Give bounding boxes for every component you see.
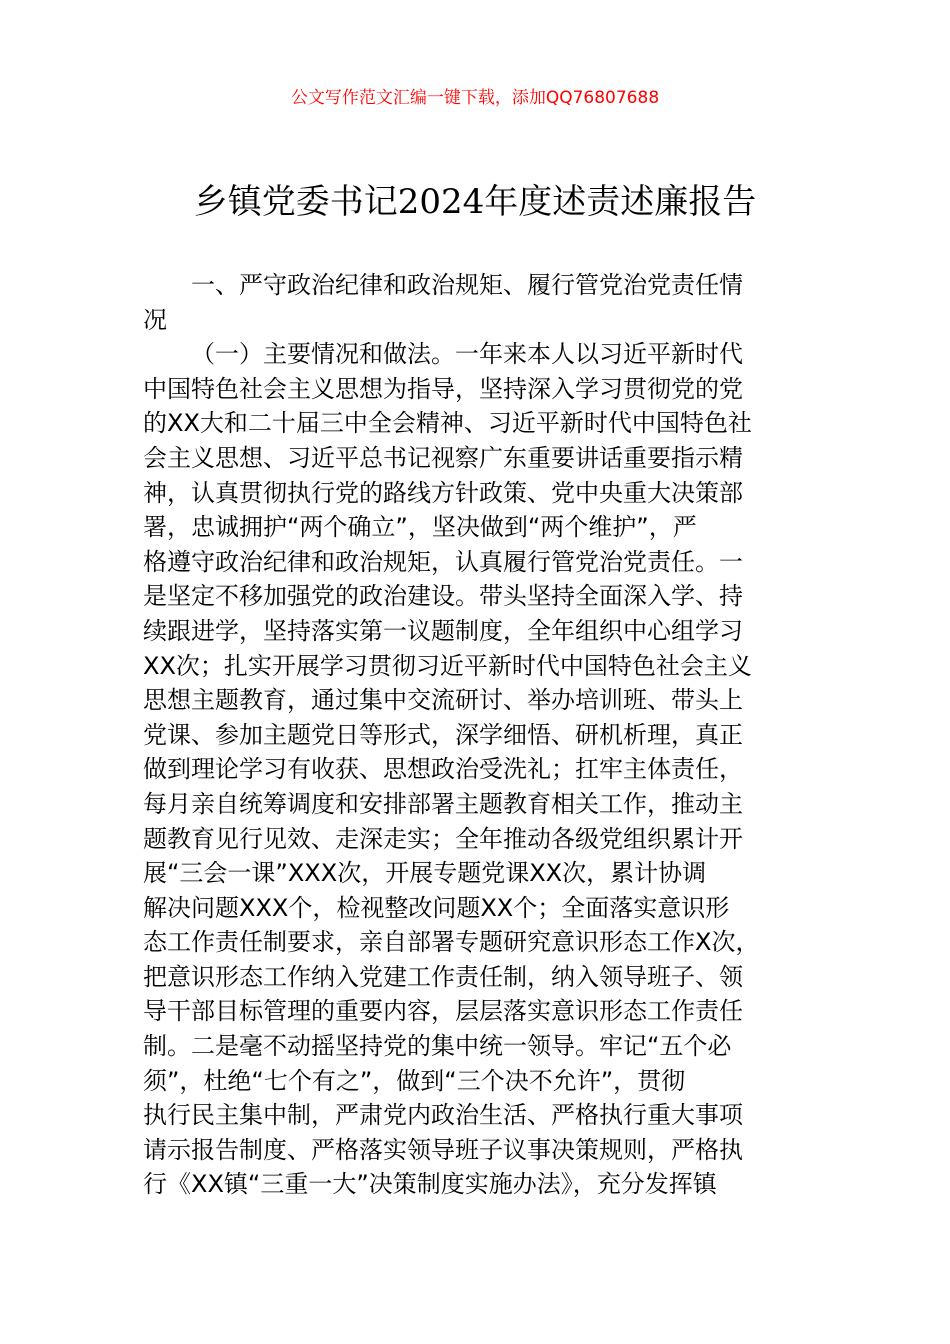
- paragraph-line: （一）主要情况和做法。一年来本人以习近平新时代: [191, 340, 743, 369]
- paragraph-line: 的XX大和二十届三中全会精神、习近平新时代中国特色社: [143, 409, 752, 438]
- paragraph-line: 制。二是毫不动摇坚持党的集中统一领导。牢记“五个必: [143, 1032, 732, 1061]
- paragraph-line: 导干部目标管理的重要内容，层层落实意识形态工作责任: [143, 997, 743, 1026]
- section-heading-line-1: 一、严守政治纪律和政治规矩、履行管党治党责任情: [191, 271, 743, 299]
- paragraph-line: 展“三会一课”XXX次，开展专题党课XX次，累计协调: [143, 859, 707, 888]
- paragraph-line: 题教育见行见效、走深走实；全年推动各级党组织累计开: [143, 824, 743, 853]
- paragraph-line: 请示报告制度、严格落实领导班子议事决策规则，严格执: [143, 1135, 743, 1164]
- paragraph-line: 中国特色社会主义思想为指导，坚持深入学习贯彻党的党: [143, 374, 743, 403]
- paragraph-line: 每月亲自统筹调度和安排部署主题教育相关工作，推动主: [143, 789, 743, 818]
- paragraph-line: 是坚定不移加强党的政治建设。带头坚持全面深入学、持: [143, 582, 743, 611]
- download-banner: 公文写作范文汇编一键下载，添加QQ76807688: [290, 88, 660, 108]
- paragraph-line: 态工作责任制要求，亲自部署专题研究意识形态工作X次，: [143, 928, 760, 957]
- paragraph-line: 续跟进学，坚持落实第一议题制度，全年组织中心组学习: [143, 616, 743, 645]
- paragraph-line: 署，忠诚拥护“两个确立”，坚决做到“两个维护”，严: [143, 513, 697, 542]
- paragraph-line: 须”，杜绝“七个有之”，做到“三个决不允许”，贯彻: [143, 1066, 686, 1095]
- paragraph-line: 格遵守政治纪律和政治规矩，认真履行管党治党责任。一: [143, 547, 743, 576]
- paragraph-line: 执行民主集中制，严肃党内政治生活、严格执行重大事项: [143, 1101, 743, 1130]
- document-body: [143, 268, 843, 1202]
- document-title: 乡镇党委书记2024年度述责述廉报告: [193, 182, 757, 222]
- paragraph-line: 会主义思想、习近平总书记视察广东重要讲话重要指示精: [143, 443, 743, 472]
- paragraph-line: 行《XX镇“三重一大”决策制度实施办法》，充分发挥镇: [143, 1170, 717, 1199]
- paragraph-line: 神，认真贯彻执行党的路线方针政策、党中央重大决策部: [143, 478, 743, 507]
- paragraph-line: XX次；扎实开展学习贯彻习近平新时代中国特色社会主义: [143, 651, 752, 680]
- section-heading-line-2: 况: [143, 305, 167, 334]
- paragraph-line: 做到理论学习有收获、思想政治受洗礼；扛牢主体责任，: [143, 755, 743, 784]
- paragraph-line: 思想主题教育，通过集中交流研讨、举办培训班、带头上: [143, 686, 743, 715]
- paragraph-line: 把意识形态工作纳入党建工作责任制，纳入领导班子、领: [143, 962, 743, 991]
- paragraph-line: 解决问题XXX个，检视整改问题XX个；全面落实意识形: [143, 893, 730, 922]
- paragraph-line: 党课、参加主题党日等形式，深学细悟、研机析理，真正: [143, 720, 743, 749]
